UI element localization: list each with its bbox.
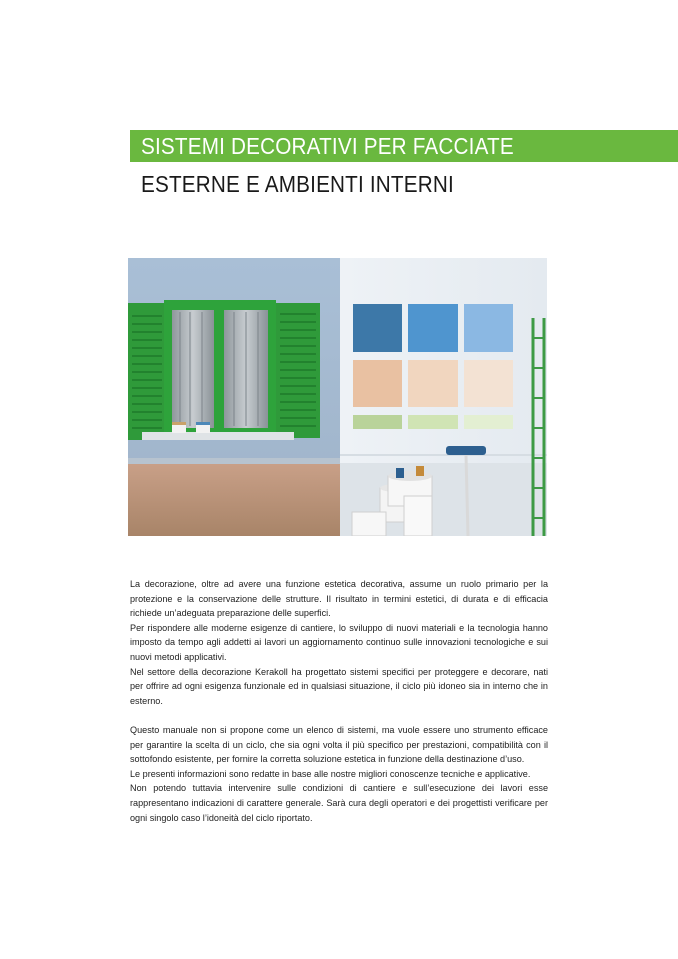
page-title-line-1: SISTEMI DECORATIVI PER FACCIATE (141, 133, 514, 159)
paint-roller (446, 446, 486, 455)
page-title-line-2: ESTERNE E AMBIENTI INTERNI (141, 171, 454, 197)
paragraph: Nel settore della decorazione Kerakoll ha progettato sistemi specifici per proteggere e decorare, nati per offrire ad ogni esigenza funzionale ed in qualsiasi situazione, il ciclo più idoneo sia in interno che in esterno. (130, 666, 548, 706)
paragraph: Le presenti informazioni sono redatte in base alle nostre migliori conoscenze tecniche e applicative. (130, 768, 531, 779)
hero-photo (128, 258, 547, 536)
paragraph: Non potendo tuttavia intervenire sulle condizioni di cantiere e sull’esecuzione dei lavori esse rappresentano indicazioni di carattere generale. Sarà cura degli operatori e dei progettisti verificare per ogni singolo caso l’idoneità del ciclo riportato. (130, 783, 548, 823)
terracotta-plinth (128, 463, 340, 536)
window-sill (142, 432, 294, 440)
paragraph: Questo manuale non si propone come un elenco di sistemi, ma vuole essere uno strumento efficace per garantire la scelta di un ciclo, che sia ogni volta il più specifico per prestazioni, compatibilità con il sottofondo esistente, per fornire la corretta soluzione estetica in funzione della destinazione d’uso. (130, 724, 548, 765)
body-text (130, 577, 548, 825)
paragraph: Per rispondere alle moderne esigenze di cantiere, lo sviluppo di nuovi materiali e la tecnologia hanno imposto da tempo agli addetti ai lavori un aggiornamento continuo sulle innovazioni tecnologiche e sui nuovi metodi applicativi. (130, 622, 548, 662)
paragraph: La decorazione, oltre ad avere una funzione estetica decorativa, assume un ruolo primario per la protezione e la conservazione delle strutture. Il risultato in termini estetici, di durata e di efficacia richiede un’adeguata preparazione delle superfici. (130, 579, 548, 619)
